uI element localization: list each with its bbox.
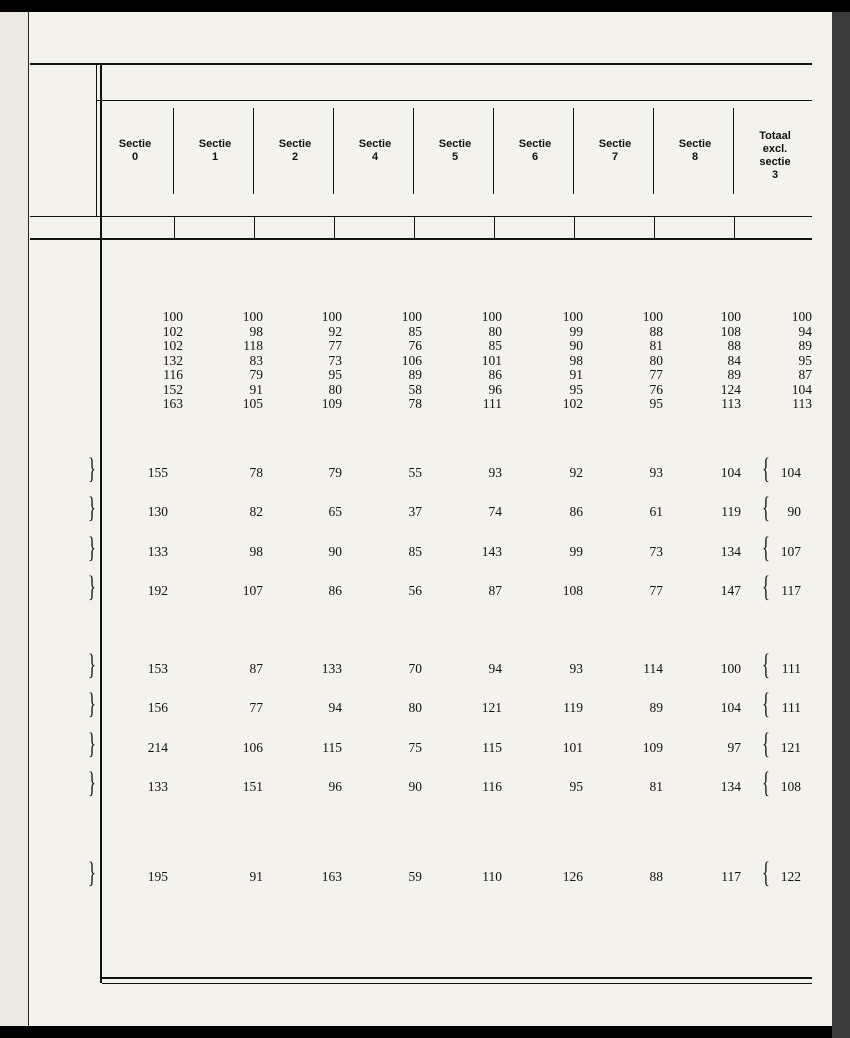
quarter-value: 111	[781, 700, 801, 716]
column-header-bracket	[253, 108, 254, 194]
quarter-value: 107	[242, 583, 263, 599]
annual-value: 163	[162, 396, 183, 411]
code-box-divider	[734, 216, 735, 238]
column-header-line: Sectie	[198, 138, 232, 150]
title-rule	[96, 100, 812, 101]
annual-value: 100	[562, 309, 583, 324]
annual-value: 132	[162, 352, 183, 368]
quarter-value: 195	[147, 868, 168, 884]
quarter-value: 156	[147, 700, 168, 716]
quarter-value: 214	[147, 739, 168, 755]
quarter-value: 99	[569, 543, 583, 559]
code-box-divider	[174, 216, 175, 238]
quarter-value: 65	[328, 504, 342, 520]
quarter-value: 163	[321, 868, 342, 884]
annual-value: 88	[727, 338, 741, 353]
quarter-value: 115	[322, 739, 342, 755]
annual-value: 98	[569, 352, 583, 368]
column-header-bracket	[413, 108, 414, 194]
annual-value: 100	[321, 309, 342, 324]
quarter-value: 104	[720, 464, 741, 480]
column-header-bracket	[173, 108, 174, 194]
annual-value: 98	[249, 323, 263, 339]
column-header-line: Sectie	[598, 138, 632, 150]
header-rule	[30, 216, 812, 217]
code-box-divider	[654, 216, 655, 238]
stub-column-rule	[100, 63, 102, 983]
quarter-value: 95	[569, 779, 583, 795]
left-page-strip	[0, 12, 29, 1026]
annual-value: 108	[720, 323, 741, 339]
quarter-value: 133	[321, 660, 342, 676]
quarter-value: 94	[488, 660, 502, 676]
bottom-rule	[102, 977, 812, 979]
quarter-value: 122	[780, 868, 801, 884]
quarter-value: 56	[408, 583, 422, 599]
quarter-value: 70	[408, 660, 422, 676]
quarter-value: 90	[408, 779, 422, 795]
quarter-value: 104	[720, 700, 741, 716]
annual-value: 102	[162, 323, 183, 339]
annual-value: 81	[649, 338, 663, 353]
annual-value: 80	[328, 381, 342, 397]
quarter-value: 108	[780, 779, 801, 795]
annual-value: 76	[649, 381, 663, 397]
annual-value: 94	[798, 323, 812, 339]
column-header-7	[575, 138, 655, 164]
quarter-value: 89	[649, 700, 663, 716]
annual-value: 80	[488, 323, 502, 339]
quarter-value: 117	[781, 583, 801, 599]
quarter-brace-right: {	[762, 530, 770, 564]
column-header-line: 3	[771, 169, 779, 181]
quarter-value: 106	[242, 739, 263, 755]
quarter-value: 82	[249, 504, 263, 520]
annual-value: 83	[249, 352, 263, 368]
quarter-value: 126	[562, 868, 583, 884]
annual-value: 92	[328, 323, 342, 339]
column-header-2	[175, 138, 255, 164]
annual-value: 102	[162, 338, 183, 353]
quarter-value: 100	[720, 660, 741, 676]
column-header-line: Sectie	[518, 138, 552, 150]
annual-value: 100	[720, 309, 741, 324]
annual-value: 77	[649, 367, 663, 382]
code-box-divider	[574, 216, 575, 238]
quarter-value: 61	[649, 504, 663, 520]
quarter-value: 77	[649, 583, 663, 599]
annual-value: 124	[720, 381, 741, 397]
quarter-value: 97	[727, 739, 741, 755]
quarter-brace-left: }	[88, 726, 96, 760]
quarter-value: 134	[720, 543, 741, 559]
quarter-value: 104	[780, 464, 801, 480]
column-header-line: 4	[371, 151, 379, 163]
quarter-value: 192	[147, 583, 168, 599]
quarter-value: 93	[649, 464, 663, 480]
column-header-line: 1	[211, 151, 219, 163]
quarter-brace-right: {	[762, 570, 770, 604]
quarter-value: 117	[721, 868, 741, 884]
quarter-value: 88	[649, 868, 663, 884]
annual-value: 113	[792, 396, 812, 411]
column-header-line: Totaal	[759, 130, 791, 142]
quarter-value: 81	[649, 779, 663, 795]
quarter-value: 37	[408, 504, 422, 520]
quarter-value: 77	[249, 700, 263, 716]
top-rule	[30, 63, 812, 65]
quarter-brace-right: {	[762, 451, 770, 485]
quarter-value: 94	[328, 700, 342, 716]
quarter-value: 108	[562, 583, 583, 599]
quarter-value: 119	[721, 504, 741, 520]
quarter-value: 80	[408, 700, 422, 716]
quarter-value: 87	[249, 660, 263, 676]
quarter-brace-left: }	[88, 647, 96, 681]
column-header-bracket	[573, 108, 574, 194]
column-header-line: 0	[131, 151, 139, 163]
column-header-8	[655, 138, 735, 164]
quarter-value: 101	[562, 739, 583, 755]
quarter-brace-left: }	[88, 687, 96, 721]
annual-value: 95	[569, 381, 583, 397]
annual-value: 77	[328, 338, 342, 353]
annual-value: 76	[408, 338, 422, 353]
column-header-6	[495, 138, 575, 164]
annual-value: 86	[488, 367, 502, 382]
annual-value: 100	[642, 309, 663, 324]
column-header-line: sectie	[759, 156, 791, 168]
column-header-bracket	[333, 108, 334, 194]
quarter-value: 93	[488, 464, 502, 480]
column-header-line: Sectie	[438, 138, 472, 150]
column-header-line: 2	[291, 151, 299, 163]
quarter-value: 134	[720, 779, 741, 795]
annual-value: 100	[791, 309, 812, 324]
annual-value: 113	[721, 396, 741, 411]
annual-value: 88	[649, 323, 663, 339]
quarter-value: 155	[147, 464, 168, 480]
quarter-value: 151	[242, 779, 263, 795]
annual-value: 85	[488, 338, 502, 353]
quarter-value: 93	[569, 660, 583, 676]
column-header-bracket	[733, 108, 734, 194]
annual-value: 87	[798, 367, 812, 382]
column-header-5	[415, 138, 495, 164]
quarter-value: 130	[147, 504, 168, 520]
quarter-value: 90	[328, 543, 342, 559]
column-header-bracket	[653, 108, 654, 194]
quarter-value: 78	[249, 464, 263, 480]
column-header-line: 5	[451, 151, 459, 163]
annual-value: 100	[162, 309, 183, 324]
quarter-value: 111	[781, 660, 801, 676]
quarter-value: 107	[780, 543, 801, 559]
annual-value: 89	[798, 338, 812, 353]
annual-value: 102	[562, 396, 583, 411]
annual-value: 91	[249, 381, 263, 397]
annual-value: 100	[481, 309, 502, 324]
column-header-3	[255, 138, 335, 164]
column-header-bracket	[493, 108, 494, 194]
quarter-value: 143	[481, 543, 502, 559]
quarter-brace-left: }	[88, 451, 96, 485]
annual-value: 79	[249, 367, 263, 382]
annual-value: 78	[408, 396, 422, 411]
quarter-value: 59	[408, 868, 422, 884]
annual-value: 106	[401, 352, 422, 368]
quarter-value: 147	[720, 583, 741, 599]
column-header-line: Sectie	[678, 138, 712, 150]
quarter-value: 153	[147, 660, 168, 676]
annual-value: 99	[569, 323, 583, 339]
quarter-value: 87	[488, 583, 502, 599]
quarter-brace-left: }	[88, 766, 96, 800]
quarter-brace-right: {	[762, 855, 770, 889]
quarter-brace-left: }	[88, 570, 96, 604]
quarter-value: 91	[249, 868, 263, 884]
annual-value: 95	[649, 396, 663, 411]
annual-value: 152	[162, 381, 183, 397]
quarter-brace-right: {	[762, 766, 770, 800]
annual-value: 95	[328, 367, 342, 382]
annual-value: 85	[408, 323, 422, 339]
annual-value: 84	[727, 352, 741, 368]
quarter-value: 121	[780, 739, 801, 755]
annual-value: 104	[791, 381, 812, 397]
annual-value: 95	[798, 352, 812, 368]
annual-value: 96	[488, 381, 502, 397]
annual-value: 100	[242, 309, 263, 324]
code-box-divider	[334, 216, 335, 238]
annual-value: 89	[727, 367, 741, 382]
annual-value: 111	[482, 396, 502, 411]
quarter-brace-left: }	[88, 491, 96, 525]
annual-value: 118	[243, 338, 263, 353]
quarter-brace-right: {	[762, 687, 770, 721]
quarter-value: 109	[642, 739, 663, 755]
quarter-value: 115	[482, 739, 502, 755]
quarter-value: 92	[569, 464, 583, 480]
quarter-value: 73	[649, 543, 663, 559]
page-edge	[832, 12, 850, 1038]
column-header-line: Sectie	[278, 138, 312, 150]
annual-value: 91	[569, 367, 583, 382]
column-header-4	[335, 138, 415, 164]
quarter-value: 133	[147, 543, 168, 559]
column-header-line: 6	[531, 151, 539, 163]
bottom-rule-2	[102, 983, 812, 984]
annual-value: 105	[242, 396, 263, 411]
annual-value: 116	[163, 367, 183, 382]
quarter-value: 116	[482, 779, 502, 795]
annual-value: 109	[321, 396, 342, 411]
code-rule	[30, 238, 812, 240]
column-header-line: excl.	[762, 143, 788, 155]
column-header-line: 8	[691, 151, 699, 163]
quarter-value: 90	[787, 504, 801, 520]
quarter-value: 55	[408, 464, 422, 480]
quarter-brace-right: {	[762, 647, 770, 681]
quarter-brace-left: }	[88, 530, 96, 564]
quarter-value: 133	[147, 779, 168, 795]
quarter-value: 121	[481, 700, 502, 716]
quarter-value: 96	[328, 779, 342, 795]
annual-value: 58	[408, 381, 422, 397]
quarter-value: 119	[563, 700, 583, 716]
quarter-value: 74	[488, 504, 502, 520]
quarter-value: 110	[482, 868, 502, 884]
quarter-value: 98	[249, 543, 263, 559]
quarter-brace-right: {	[762, 726, 770, 760]
annual-value: 101	[481, 352, 502, 368]
quarter-brace-right: {	[762, 491, 770, 525]
column-header-1	[95, 138, 175, 164]
annual-value: 100	[401, 309, 422, 324]
quarter-brace-left: }	[88, 855, 96, 889]
code-box-divider	[414, 216, 415, 238]
column-header-line: Sectie	[118, 138, 152, 150]
column-header-line: Sectie	[358, 138, 392, 150]
column-header-line: 7	[611, 151, 619, 163]
code-box-divider	[494, 216, 495, 238]
quarter-value: 75	[408, 739, 422, 755]
code-box-divider	[254, 216, 255, 238]
quarter-value: 85	[408, 543, 422, 559]
quarter-value: 114	[643, 660, 663, 676]
annual-value: 73	[328, 352, 342, 368]
quarter-value: 86	[328, 583, 342, 599]
quarter-value: 79	[328, 464, 342, 480]
quarter-value: 86	[569, 504, 583, 520]
column-header-9	[735, 130, 815, 182]
annual-value: 80	[649, 352, 663, 368]
annual-value: 89	[408, 367, 422, 382]
annual-value: 90	[569, 338, 583, 353]
